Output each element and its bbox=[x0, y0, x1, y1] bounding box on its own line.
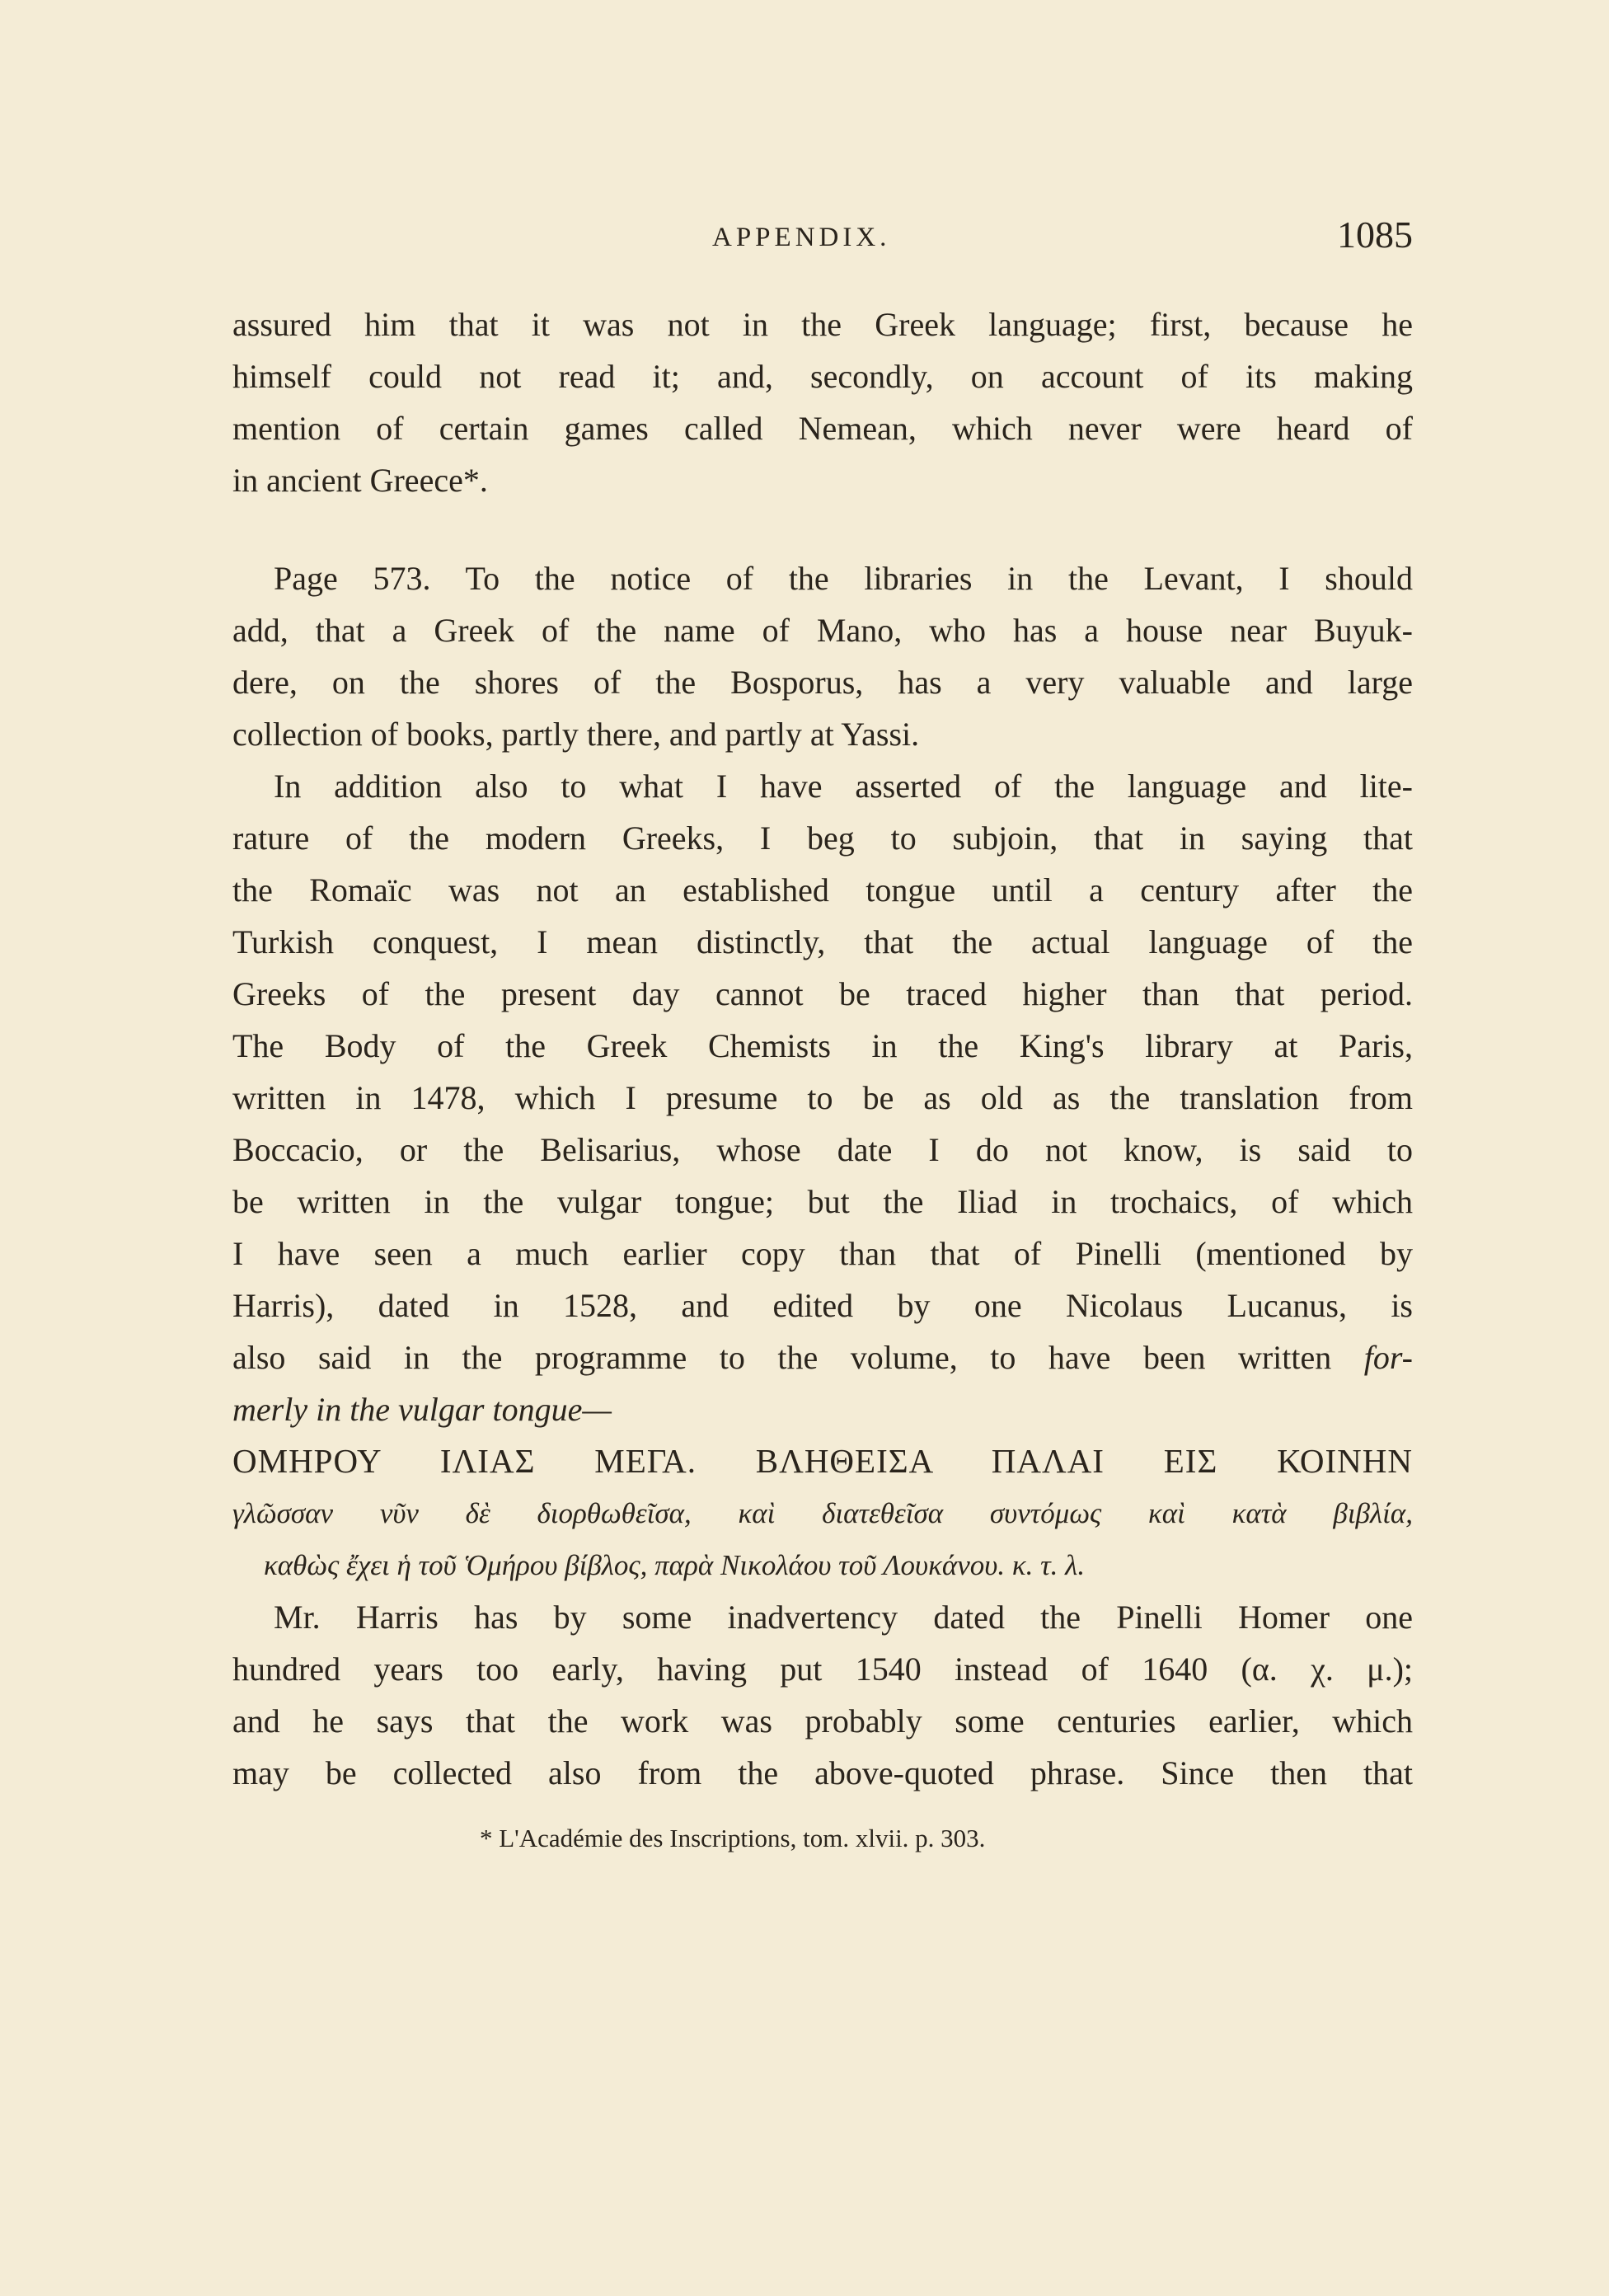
greek-text-line: καθὼς ἔχει ἡ τοῦ Ὁμήρου βίβλος, παρὰ Νικολάου τοῦ Λουκάνου. κ. τ. λ. bbox=[264, 1549, 1086, 1581]
text-line-with-italic bbox=[232, 1331, 1413, 1383]
text-line: and he says that the work was probably some centuries earlier, which bbox=[232, 1702, 1413, 1740]
italic-text: merly in the vulgar tongue— bbox=[232, 1391, 612, 1428]
text-line: Greeks of the present day cannot be traced higher than that period. bbox=[232, 975, 1413, 1012]
roman-text: also said in the programme to the volume, to have been written bbox=[232, 1339, 1364, 1376]
paragraph-gap bbox=[232, 506, 1413, 552]
text-line: dere, on the shores of the Bosporus, has a very valuable and large bbox=[232, 664, 1413, 701]
italic-line bbox=[232, 1383, 1413, 1435]
text-line: mention of certain games called Nemean, which never were heard of bbox=[232, 410, 1413, 447]
body-text bbox=[232, 298, 1413, 1799]
text-line: Boccacio, or the Belisarius, whose date I do not know, is said to bbox=[232, 1131, 1413, 1168]
text-line: The Body of the Greek Chemists in the King's library at Paris, bbox=[232, 1027, 1413, 1064]
text-line: I have seen a much earlier copy than that of Pinelli (mentioned by bbox=[232, 1235, 1413, 1272]
text-line: assured him that it was not in the Greek language; first, because he bbox=[232, 306, 1413, 343]
text-line: himself could not read it; and, secondly, on account of its making bbox=[232, 358, 1413, 395]
text-line: Turkish conquest, I mean distinctly, that the actual language of the bbox=[232, 923, 1413, 960]
text-line: written in 1478, which I presume to be as old as the translation from bbox=[232, 1079, 1413, 1116]
text-line: rature of the modern Greeks, I beg to subjoin, that in saying that bbox=[232, 819, 1413, 857]
text-line: Harris), dated in 1528, and edited by one Nicolaus Lucanus, is bbox=[232, 1287, 1413, 1324]
italic-text: for- bbox=[1363, 1339, 1413, 1376]
paragraph-2 bbox=[232, 552, 1413, 760]
running-title: APPENDIX. bbox=[712, 223, 891, 252]
page-number: 1085 bbox=[1337, 214, 1413, 256]
text-line: in ancient Greece*. bbox=[232, 462, 488, 499]
greek-title-line: ΟΜΗΡΟΥ ΙΛΙΑΣ ΜΕΓΑ. ΒΛΗΘΕΙΣΑ ΠΑΛΑΙ ΕΙΣ ΚΟΙΝΗΝ bbox=[232, 1442, 1413, 1480]
text-line: hundred years too early, having put 1540 instead of 1640 (α. χ. μ.); bbox=[232, 1650, 1413, 1688]
greek-text-line: γλῶσσαν νῦν δὲ διορθωθεῖσα, καὶ διατεθεῖσα συντόμως καὶ κατὰ βιβλία, bbox=[232, 1497, 1413, 1529]
text-line: be written in the vulgar tongue; but the Iliad in trochaics, of which bbox=[232, 1183, 1413, 1220]
text-line: Mr. Harris has by some inadvertency dated the Pinelli Homer one bbox=[274, 1599, 1413, 1636]
text-line: In addition also to what I have asserted of the language and lite- bbox=[274, 768, 1413, 805]
text-line: the Romaïc was not an established tongue until a century after the bbox=[232, 871, 1413, 909]
text-line: may be collected also from the above-quoted phrase. Since then that bbox=[232, 1754, 1413, 1791]
text-line: Page 573. To the notice of the libraries in the Levant, I should bbox=[274, 560, 1413, 597]
text-line: add, that a Greek of the name of Mano, who has a house near Buyuk- bbox=[232, 612, 1413, 649]
footnote: * L'Académie des Inscriptions, tom. xlvii. p. 303. bbox=[480, 1824, 986, 1852]
text-line: collection of books, partly there, and partly at Yassi. bbox=[232, 716, 920, 753]
paragraph-1 bbox=[232, 298, 1413, 506]
paragraph-3 bbox=[232, 760, 1413, 1591]
paragraph-4 bbox=[232, 1591, 1413, 1799]
running-head bbox=[232, 213, 1413, 262]
